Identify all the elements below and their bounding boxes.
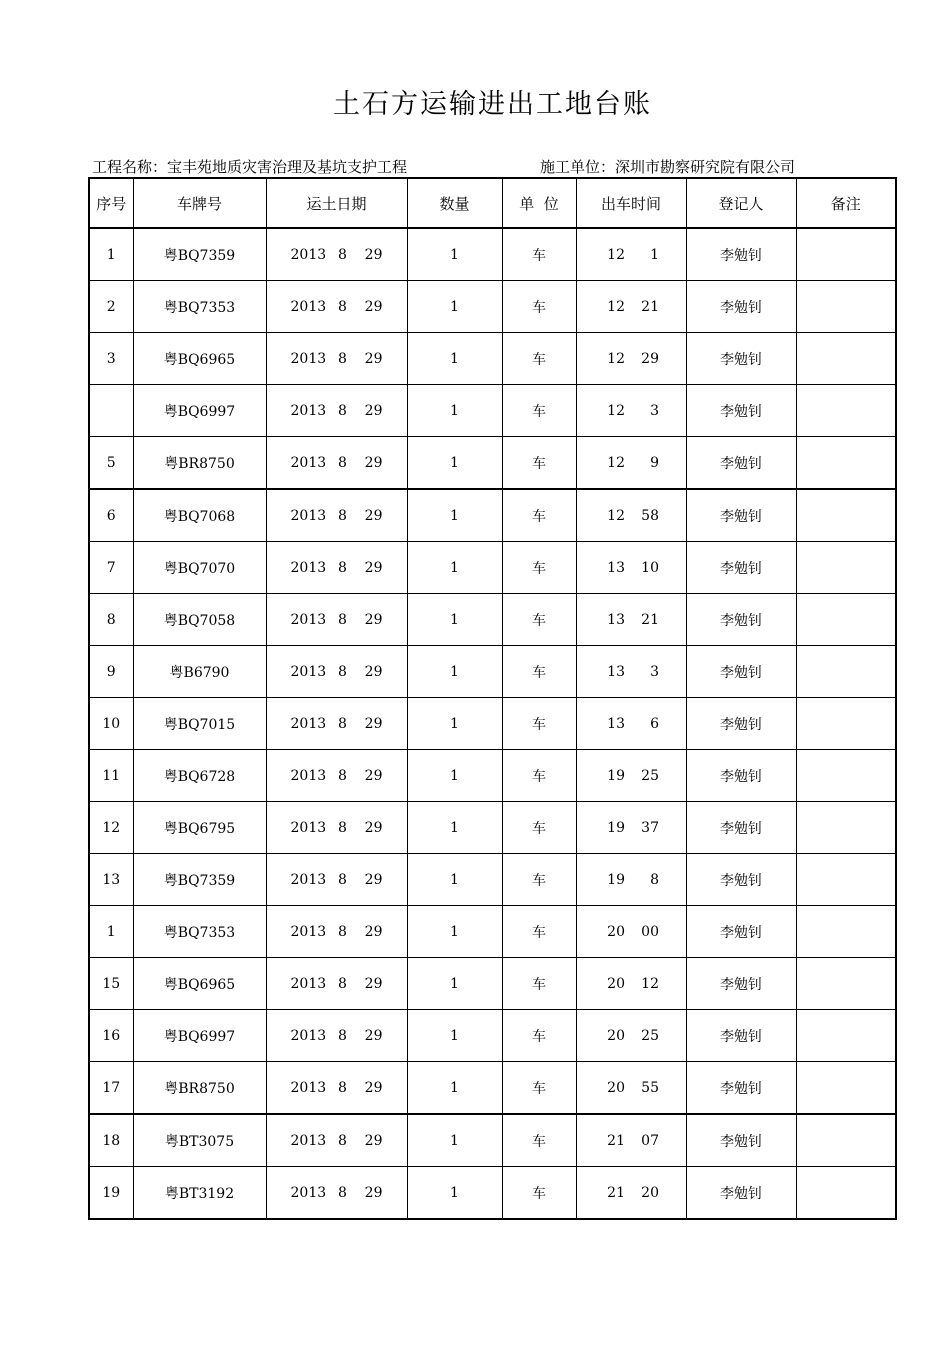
table-row [89,854,896,906]
header-recorder: 登记人 [686,178,796,228]
cell-seq: 6 [89,489,133,542]
cell-date [266,1114,407,1167]
table-row [89,750,896,802]
time-hour: 21 [607,1132,625,1149]
cell-seq: 10 [89,698,133,750]
time-minute: 8 [650,871,659,888]
time-hour: 13 [607,715,625,732]
cell-departure-time [576,854,686,906]
cell-quantity: 1 [407,1062,502,1115]
date-month: 8 [338,819,347,836]
cell-date [266,281,407,333]
cell-plate: 粤BQ7058 [133,594,266,646]
table-row [89,802,896,854]
date-year: 2013 [290,402,327,419]
cell-unit: 车 [502,228,576,281]
date-day: 29 [364,1079,383,1096]
time-hour: 20 [607,1079,625,1096]
time-hour: 19 [607,819,625,836]
cell-plate: 粤BQ7015 [133,698,266,750]
time-hour: 20 [607,975,625,992]
cell-departure-time [576,646,686,698]
date-day: 29 [364,246,383,263]
time-minute: 1 [650,246,659,263]
table-row [89,698,896,750]
cell-quantity: 1 [407,1167,502,1220]
table-row [89,646,896,698]
cell-plate: 粤BQ6997 [133,385,266,437]
contractor-name: 施工单位：深圳市勘察研究院有限公司 [540,158,796,176]
date-month: 8 [338,715,347,732]
date-day: 29 [364,507,383,524]
time-minute: 9 [650,454,659,471]
time-minute: 6 [650,715,659,732]
cell-date [266,1062,407,1115]
time-minute: 21 [641,298,659,315]
cell-note [796,1010,896,1062]
cell-unit: 车 [502,1010,576,1062]
cell-seq: 13 [89,854,133,906]
date-day: 29 [364,1184,383,1201]
cell-recorder: 李勉钊 [686,1062,796,1115]
cell-plate: 粤BQ7359 [133,854,266,906]
project-name: 工程名称：宝丰苑地质灾害治理及基坑支护工程 [92,158,408,176]
table-row [89,1167,896,1220]
ledger-table [88,177,897,1220]
cell-seq: 1 [89,228,133,281]
table-row [89,333,896,385]
cell-date [266,542,407,594]
cell-date [266,489,407,542]
time-minute: 10 [641,559,659,576]
cell-date [266,333,407,385]
cell-seq: 2 [89,281,133,333]
cell-plate: 粤BR8750 [133,437,266,490]
cell-note [796,854,896,906]
cell-unit: 车 [502,958,576,1010]
table-row [89,1062,896,1115]
date-day: 29 [364,559,383,576]
table-row [89,489,896,542]
header-row [89,178,896,228]
cell-seq: 5 [89,437,133,490]
cell-quantity: 1 [407,854,502,906]
cell-departure-time [576,698,686,750]
date-month: 8 [338,402,347,419]
cell-plate: 粤B6790 [133,646,266,698]
date-day: 29 [364,975,383,992]
cell-date [266,1010,407,1062]
cell-date [266,646,407,698]
cell-recorder: 李勉钊 [686,489,796,542]
cell-departure-time [576,1010,686,1062]
table-row [89,1114,896,1167]
cell-date [266,594,407,646]
table-row [89,228,896,281]
cell-recorder: 李勉钊 [686,906,796,958]
cell-date [266,228,407,281]
date-year: 2013 [290,611,327,628]
cell-date [266,802,407,854]
date-day: 29 [364,298,383,315]
cell-recorder: 李勉钊 [686,646,796,698]
cell-date [266,437,407,490]
cell-quantity: 1 [407,750,502,802]
header-date: 运土日期 [266,178,407,228]
date-day: 29 [364,454,383,471]
cell-recorder: 李勉钊 [686,281,796,333]
date-month: 8 [338,611,347,628]
cell-unit: 车 [502,854,576,906]
date-month: 8 [338,1184,347,1201]
header-quantity: 数量 [407,178,502,228]
cell-plate: 粤BQ7353 [133,281,266,333]
cell-quantity: 1 [407,906,502,958]
date-year: 2013 [290,1027,327,1044]
cell-departure-time [576,437,686,490]
cell-quantity: 1 [407,698,502,750]
date-month: 8 [338,871,347,888]
cell-note [796,958,896,1010]
time-minute: 21 [641,611,659,628]
time-hour: 13 [607,611,625,628]
cell-plate: 粤BQ6965 [133,958,266,1010]
cell-note [796,750,896,802]
date-month: 8 [338,298,347,315]
document-title: 土石方运输进出工地台账 [333,89,652,120]
cell-date [266,385,407,437]
cell-note [796,281,896,333]
date-day: 29 [364,819,383,836]
cell-departure-time [576,281,686,333]
cell-unit: 车 [502,385,576,437]
cell-unit: 车 [502,333,576,385]
cell-note [796,594,896,646]
cell-plate: 粤BQ7359 [133,228,266,281]
date-day: 29 [364,715,383,732]
cell-recorder: 李勉钊 [686,333,796,385]
date-month: 8 [338,663,347,680]
cell-note [796,228,896,281]
header-seq: 序号 [89,178,133,228]
cell-date [266,1167,407,1220]
cell-departure-time [576,385,686,437]
cell-note [796,489,896,542]
cell-seq: 17 [89,1062,133,1115]
date-day: 29 [364,402,383,419]
cell-unit: 车 [502,437,576,490]
time-hour: 12 [607,350,625,367]
cell-unit: 车 [502,698,576,750]
cell-departure-time [576,906,686,958]
date-month: 8 [338,507,347,524]
cell-quantity: 1 [407,594,502,646]
date-day: 29 [364,663,383,680]
cell-recorder: 李勉钊 [686,228,796,281]
date-year: 2013 [290,298,327,315]
time-hour: 12 [607,507,625,524]
date-year: 2013 [290,715,327,732]
date-day: 29 [364,923,383,940]
cell-plate: 粤BQ7353 [133,906,266,958]
date-year: 2013 [290,454,327,471]
cell-date [266,698,407,750]
cell-plate: 粤BQ6997 [133,1010,266,1062]
cell-seq: 19 [89,1167,133,1220]
date-year: 2013 [290,1132,327,1149]
cell-departure-time [576,542,686,594]
header-note: 备注 [796,178,896,228]
cell-recorder: 李勉钊 [686,802,796,854]
cell-seq: 9 [89,646,133,698]
time-minute: 00 [641,923,659,940]
date-month: 8 [338,350,347,367]
date-day: 29 [364,871,383,888]
time-hour: 12 [607,454,625,471]
cell-note [796,437,896,490]
cell-quantity: 1 [407,958,502,1010]
time-hour: 12 [607,298,625,315]
date-year: 2013 [290,1184,327,1201]
cell-date [266,906,407,958]
cell-quantity: 1 [407,1114,502,1167]
date-year: 2013 [290,1079,327,1096]
cell-quantity: 1 [407,333,502,385]
date-year: 2013 [290,559,327,576]
time-minute: 25 [641,1027,659,1044]
cell-seq: 18 [89,1114,133,1167]
cell-recorder: 李勉钊 [686,854,796,906]
cell-seq: 15 [89,958,133,1010]
date-year: 2013 [290,767,327,784]
table-row [89,385,896,437]
time-minute: 12 [641,975,659,992]
cell-departure-time [576,802,686,854]
cell-note [796,698,896,750]
time-hour: 13 [607,559,625,576]
cell-unit: 车 [502,281,576,333]
cell-unit: 车 [502,1167,576,1220]
time-minute: 58 [641,507,659,524]
time-minute: 07 [641,1132,659,1149]
cell-plate: 粤BQ6965 [133,333,266,385]
cell-seq: 8 [89,594,133,646]
date-month: 8 [338,923,347,940]
cell-unit: 车 [502,489,576,542]
date-year: 2013 [290,975,327,992]
date-month: 8 [338,1027,347,1044]
cell-departure-time [576,489,686,542]
cell-note [796,1114,896,1167]
time-hour: 19 [607,767,625,784]
header-departure-time: 出车时间 [576,178,686,228]
date-year: 2013 [290,507,327,524]
cell-unit: 车 [502,802,576,854]
cell-quantity: 1 [407,1010,502,1062]
cell-departure-time [576,750,686,802]
date-day: 29 [364,1132,383,1149]
date-year: 2013 [290,819,327,836]
date-day: 29 [364,350,383,367]
time-minute: 20 [641,1184,659,1201]
time-minute: 37 [641,819,659,836]
cell-recorder: 李勉钊 [686,698,796,750]
cell-unit: 车 [502,542,576,594]
cell-seq: 11 [89,750,133,802]
cell-unit: 车 [502,906,576,958]
date-month: 8 [338,767,347,784]
cell-departure-time [576,228,686,281]
cell-quantity: 1 [407,437,502,490]
cell-plate: 粤BR8750 [133,1062,266,1115]
time-minute: 3 [650,663,659,680]
date-day: 29 [364,767,383,784]
cell-recorder: 李勉钊 [686,1114,796,1167]
date-year: 2013 [290,350,327,367]
date-month: 8 [338,454,347,471]
cell-note [796,1062,896,1115]
time-hour: 20 [607,923,625,940]
date-month: 8 [338,559,347,576]
time-hour: 12 [607,402,625,419]
cell-note [796,802,896,854]
table-row [89,958,896,1010]
cell-note [796,906,896,958]
cell-quantity: 1 [407,802,502,854]
cell-unit: 车 [502,1062,576,1115]
cell-note [796,646,896,698]
time-hour: 19 [607,871,625,888]
cell-quantity: 1 [407,385,502,437]
time-hour: 20 [607,1027,625,1044]
cell-note [796,385,896,437]
cell-recorder: 李勉钊 [686,594,796,646]
cell-departure-time [576,1114,686,1167]
cell-recorder: 李勉钊 [686,750,796,802]
time-minute: 29 [641,350,659,367]
cell-recorder: 李勉钊 [686,542,796,594]
cell-departure-time [576,333,686,385]
cell-seq: 7 [89,542,133,594]
header-plate: 车牌号 [133,178,266,228]
cell-plate: 粤BQ6728 [133,750,266,802]
cell-unit: 车 [502,594,576,646]
cell-seq: 16 [89,1010,133,1062]
cell-recorder: 李勉钊 [686,437,796,490]
date-month: 8 [338,1079,347,1096]
cell-note [796,333,896,385]
time-hour: 13 [607,663,625,680]
date-month: 8 [338,1132,347,1149]
cell-plate: 粤BQ7070 [133,542,266,594]
cell-unit: 车 [502,750,576,802]
time-hour: 21 [607,1184,625,1201]
table-row [89,281,896,333]
date-day: 29 [364,1027,383,1044]
cell-seq: 3 [89,333,133,385]
cell-quantity: 1 [407,489,502,542]
time-hour: 12 [607,246,625,263]
time-minute: 25 [641,767,659,784]
date-month: 8 [338,975,347,992]
cell-unit: 车 [502,1114,576,1167]
date-year: 2013 [290,923,327,940]
cell-recorder: 李勉钊 [686,385,796,437]
table-row [89,1010,896,1062]
cell-plate: 粤BT3075 [133,1114,266,1167]
cell-quantity: 1 [407,228,502,281]
date-year: 2013 [290,663,327,680]
ledger-body [89,228,896,1219]
table-row [89,906,896,958]
cell-note [796,542,896,594]
cell-quantity: 1 [407,542,502,594]
cell-plate: 粤BQ6795 [133,802,266,854]
date-year: 2013 [290,246,327,263]
cell-seq [89,385,133,437]
time-minute: 3 [650,402,659,419]
cell-departure-time [576,1062,686,1115]
cell-unit: 车 [502,646,576,698]
cell-plate: 粤BT3192 [133,1167,266,1220]
cell-recorder: 李勉钊 [686,1010,796,1062]
cell-plate: 粤BQ7068 [133,489,266,542]
cell-seq: 1 [89,906,133,958]
date-year: 2013 [290,871,327,888]
cell-quantity: 1 [407,646,502,698]
cell-recorder: 李勉钊 [686,958,796,1010]
cell-date [266,958,407,1010]
cell-date [266,854,407,906]
header-unit: 单 位 [502,178,576,228]
cell-departure-time [576,1167,686,1220]
cell-seq: 12 [89,802,133,854]
date-month: 8 [338,246,347,263]
date-day: 29 [364,611,383,628]
cell-departure-time [576,594,686,646]
cell-recorder: 李勉钊 [686,1167,796,1220]
table-row [89,542,896,594]
time-minute: 55 [641,1079,659,1096]
table-row [89,437,896,490]
cell-date [266,750,407,802]
cell-departure-time [576,958,686,1010]
cell-note [796,1167,896,1220]
table-row [89,594,896,646]
cell-quantity: 1 [407,281,502,333]
